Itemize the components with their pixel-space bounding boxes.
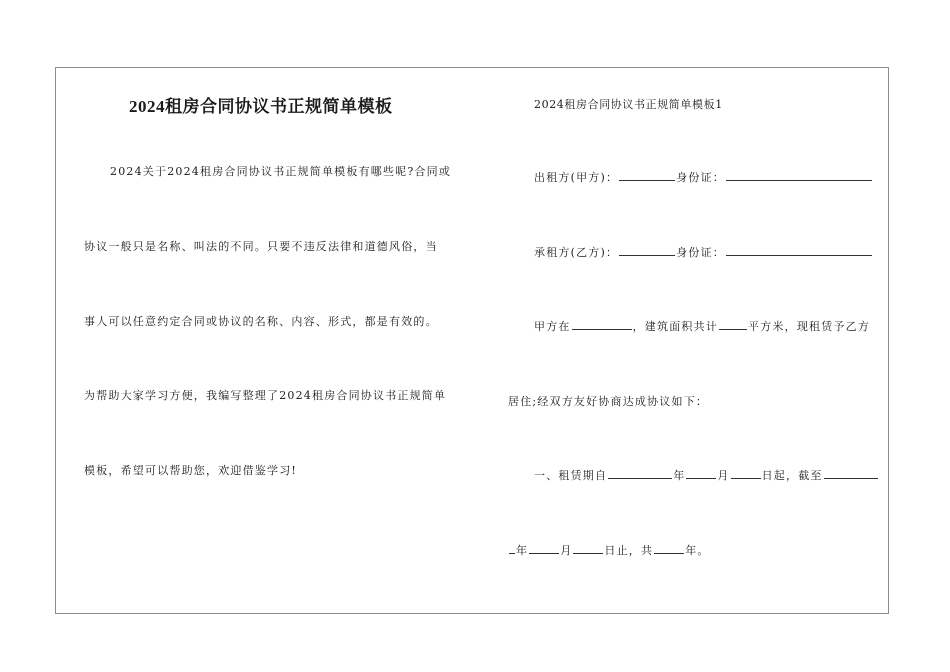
lessor-id-blank[interactable] <box>726 170 872 181</box>
intro-line-3: 事人可以任意约定合同或协议的名称、内容、形式，都是有效的。 <box>84 315 438 328</box>
term-end-year-blank[interactable] <box>824 468 878 479</box>
lessee-label: 承租方(乙方)： <box>534 246 619 259</box>
document-title: 2024租房合同协议书正规简单模板 <box>129 97 393 116</box>
intro-line-2: 协议一般只是名称、叫法的不同。只要不违反法律和道德风俗，当 <box>84 240 438 253</box>
term-total-blank[interactable] <box>654 543 684 554</box>
term-end-day-blank[interactable] <box>573 543 603 554</box>
intro-line-5: 模板，希望可以帮助您，欢迎借鉴学习! <box>84 464 298 477</box>
lessor-name-blank[interactable] <box>619 170 675 181</box>
lessee-id-label: 身份证： <box>676 246 725 259</box>
property-prefix: 甲方在 <box>534 320 571 333</box>
property-row <box>534 318 870 334</box>
lessor-row <box>534 169 873 185</box>
document-page <box>55 67 889 614</box>
term-end-row <box>508 542 710 558</box>
term-end-year-label: 年 <box>516 544 529 557</box>
property-mid: ，建筑面积共计 <box>632 320 719 333</box>
right-column <box>508 68 888 613</box>
lessor-label: 出租方(甲方)： <box>534 171 619 184</box>
property-suffix: 平方米，现租赁予乙方 <box>748 320 871 333</box>
term-start-month-blank[interactable] <box>686 468 716 479</box>
term-end-year-tail-blank[interactable] <box>509 543 515 554</box>
section-subtitle: 2024租房合同协议书正规简单模板1 <box>534 98 723 111</box>
lessee-id-blank[interactable] <box>726 245 872 256</box>
lessee-row <box>534 244 873 260</box>
property-area-blank[interactable] <box>719 319 747 330</box>
term-start-row <box>534 467 879 483</box>
term-start-day-blank[interactable] <box>731 468 761 479</box>
term-prefix: 一、租赁期自 <box>534 469 608 482</box>
term-end-month-blank[interactable] <box>529 543 559 554</box>
property-address-blank[interactable] <box>572 319 632 330</box>
term-year-label: 年 <box>673 469 686 482</box>
term-total-label: 年。 <box>685 544 710 557</box>
intro-line-1: 2024关于2024租房合同协议书正规简单模板有哪些呢?合同或 <box>110 165 452 178</box>
term-start-year-blank[interactable] <box>608 468 672 479</box>
term-end-month-label: 月 <box>560 544 573 557</box>
agreement-line: 居住;经双方友好协商达成协议如下： <box>508 395 709 408</box>
term-month-label: 月 <box>717 469 730 482</box>
intro-line-4: 为帮助大家学习方便，我编写整理了2024租房合同协议书正规简单 <box>84 389 447 402</box>
left-column <box>84 68 464 613</box>
lessee-name-blank[interactable] <box>619 245 675 256</box>
term-day-label: 日起，截至 <box>761 469 823 482</box>
term-end-day-label: 日止，共 <box>604 544 654 557</box>
lessor-id-label: 身份证： <box>676 171 725 184</box>
